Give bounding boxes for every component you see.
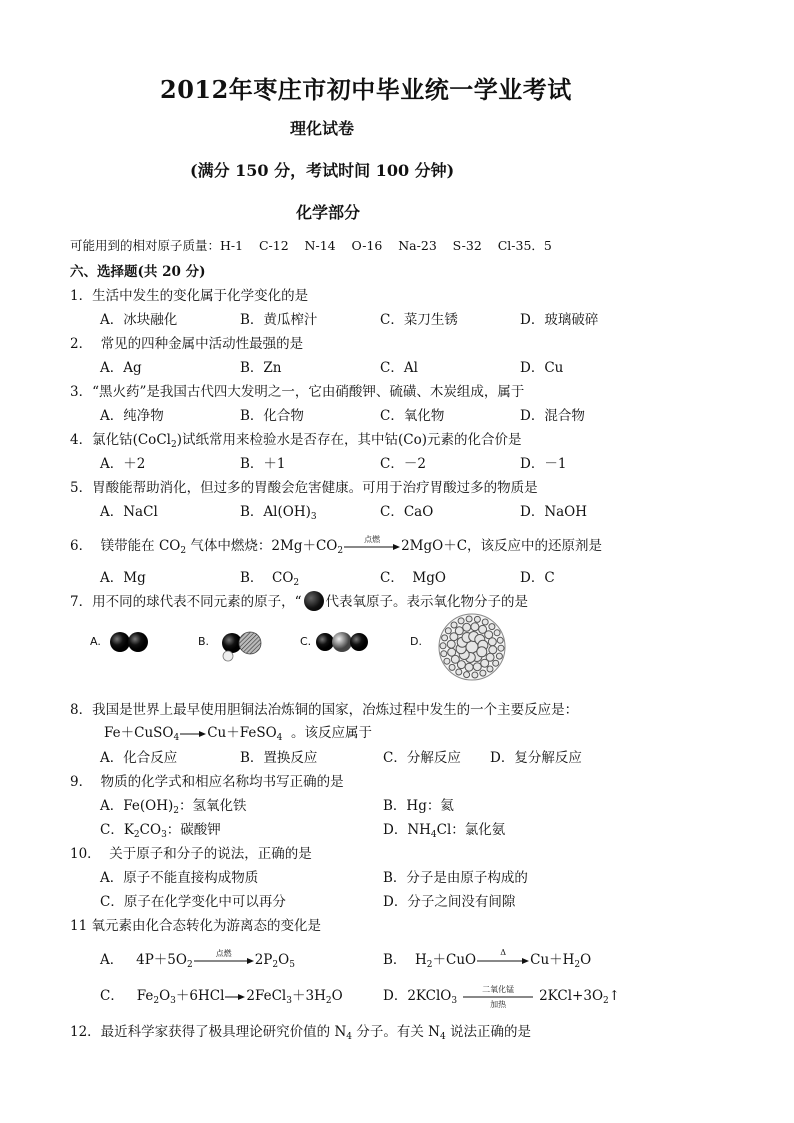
q1-option-a[interactable]: A．冰块融化 [100,312,178,328]
reaction-arrow [194,948,254,965]
q1-option-d[interactable]: D．玻璃破碎 [520,312,599,328]
q7-option-b-label: B. [198,635,210,648]
q1-option-c[interactable]: C．菜刀生锈 [380,312,458,328]
q5-option-a[interactable]: A．NaCl [100,504,158,520]
q7-option-b[interactable] [198,626,288,666]
q11-option-b[interactable]: B． $H_2+CuO$ Δ $Cu+H_2O$ [383,947,592,970]
reaction-arrow [477,947,529,965]
q1-option-b[interactable]: B．黄瓜榨汁 [240,312,318,328]
question-5-stem: 5．胃酸能帮助消化，但过多的胃酸会危害健康。可用于治疗胃酸过多的物质是 [70,480,538,496]
molecule-c-icon [314,628,394,656]
question-8-stem: 8．我国是世界上最早使用胆铜法冶炼铜的国家，冶炼过程中发生的一个主要反应是： [70,702,579,718]
q7-option-c[interactable] [300,628,400,658]
q9-option-c[interactable]: C．$K_2CO_3$：碳酸钾 [100,822,221,840]
q8-option-c[interactable]: C．分解反应 [383,750,461,766]
q3-option-c[interactable]: C．氧化物 [380,408,445,424]
arrow-condition-label: 点燃 [364,534,381,544]
q10-option-a[interactable]: A．原子不能直接构成物质 [100,870,259,886]
q11-option-d[interactable]: D．2KClO$_3$ 二氧化锰 加热 $2KCl+3O_2↑$ [383,984,621,1009]
q8-equation: Fe＋CuSO$_4$ Cu＋FeSO$_4$ 。该反应属于 [104,725,372,743]
q4-option-a[interactable]: A．＋2 [100,456,146,472]
q7-option-d-label: D. [410,635,422,648]
question-3-stem: 3．“黑火药”是我国古代四大发明之一，它由硝酸钾、硫磺、木炭组成，属于 [70,384,525,400]
q2-option-a[interactable]: A．Ag [100,360,142,376]
reaction-arrow [463,984,533,1009]
arrow-condition-label: Δ [500,947,506,957]
section-title: 化学部分 [296,203,361,222]
q7-option-a[interactable] [90,628,200,658]
q3-option-a[interactable]: A．纯净物 [100,408,164,424]
q8-option-d[interactable]: D．复分解反应 [490,750,582,766]
arrow-condition-label: 点燃 [215,948,232,958]
atomic-masses: 可能用到的相对原子质量：H-1 C-12 N-14 O-16 Na-23 S-32 Cl-35．5 [70,238,552,253]
q11-option-a[interactable]: A． $4P+5O_2$ 点燃 $2P_2O_5$ [100,948,295,970]
q6-option-c[interactable]: C． MgO [380,570,446,586]
q10-option-c[interactable]: C．原子在化学变化中可以再分 [100,894,286,910]
question-1-stem: 1．生活中发生的变化属于化学变化的是 [70,288,309,304]
q7-option-d[interactable] [410,612,520,682]
q2-option-c[interactable]: C．Al [380,360,418,376]
question-11-stem: 11 氧元素由化合态转化为游离态的变化是 [70,918,321,934]
q5-option-d[interactable]: D．NaOH [520,504,588,520]
q5-option-b[interactable]: B．$Al(OH)_3$ [240,504,317,522]
question-7-stem: 7．用不同的球代表不同元素的原子，“ 代表氧原子。表示氧化物分子的是 [70,590,528,611]
exam-subtitle: 理化试卷 [290,119,355,138]
exam-info: (满分 150 分，考试时间 100 分钟) [190,161,455,180]
molecule-a-icon [108,628,160,656]
q5-option-c[interactable]: C．CaO [380,504,434,520]
q6-option-a[interactable]: A．Mg [100,570,146,586]
q9-option-d[interactable]: D．$NH_4Cl$：氯化氨 [383,822,506,840]
part-title: 六、选择题(共 20 分) [70,264,206,280]
q6-option-d[interactable]: D．C [520,570,555,586]
q2-option-b[interactable]: B．Zn [240,360,282,376]
q6-option-b[interactable]: B． $CO_2$ [240,570,300,588]
q7-option-a-label: A. [90,635,101,648]
q10-option-d[interactable]: D．分子之间没有间隙 [383,894,516,910]
q8-option-b[interactable]: B．置换反应 [240,750,318,766]
question-4-stem: 4．氯化钴(CoCl$_2$)试纸常用来检验水是否存在，其中钴(Co)元素的化合价是 [70,432,522,450]
q3-option-d[interactable]: D．混合物 [520,408,585,424]
question-9-stem: 9． 物质的化学式和相应名称均书写正确的是 [70,774,344,790]
molecule-b-icon [218,626,278,666]
q4-option-d[interactable]: D．－1 [520,456,567,472]
q4-option-c[interactable]: C．－2 [380,456,426,472]
reaction-arrow [225,993,245,1001]
q10-option-b[interactable]: B．分子是由原子构成的 [383,870,528,886]
q2-option-d[interactable]: D．Cu [520,360,564,376]
arrow-condition-bottom: 加热 [490,999,507,1009]
q7-option-c-label: C. [300,635,312,648]
arrow-condition-top: 二氧化锰 [482,984,515,994]
q11-option-c[interactable]: C． $Fe_2O_3+6HCl$ $2FeCl_3+3H_2O$ [100,988,343,1006]
question-6-stem: 6． 镁带能在 $CO_2$ 气体中燃烧：$2Mg+CO_2$ 点燃 2MgO＋C，该反应中的还原剂是 [70,534,603,556]
question-10-stem: 10． 关于原子和分子的说法，正确的是 [70,846,312,862]
reaction-arrow [344,534,400,551]
q4-option-b[interactable]: B．＋1 [240,456,286,472]
question-2-stem: 2． 常见的四种金属中活动性最强的是 [70,336,304,352]
q9-option-a[interactable]: A．$Fe(OH)_2$：氢氧化铁 [100,798,247,816]
exam-title: 2012年枣庄市初中毕业统一学业考试 [160,75,572,104]
question-12-stem: 12．最近科学家获得了极具理论研究价值的 $N_4$ 分子。有关 $N_4$ 说法正确的是 [70,1024,531,1042]
q9-option-b[interactable]: B．Hg：氦 [383,798,454,814]
oxygen-atom-icon [304,591,324,611]
reaction-arrow [180,730,206,738]
q8-option-a[interactable]: A．化合反应 [100,750,178,766]
fullerene-icon [436,612,508,682]
q3-option-b[interactable]: B．化合物 [240,408,304,424]
